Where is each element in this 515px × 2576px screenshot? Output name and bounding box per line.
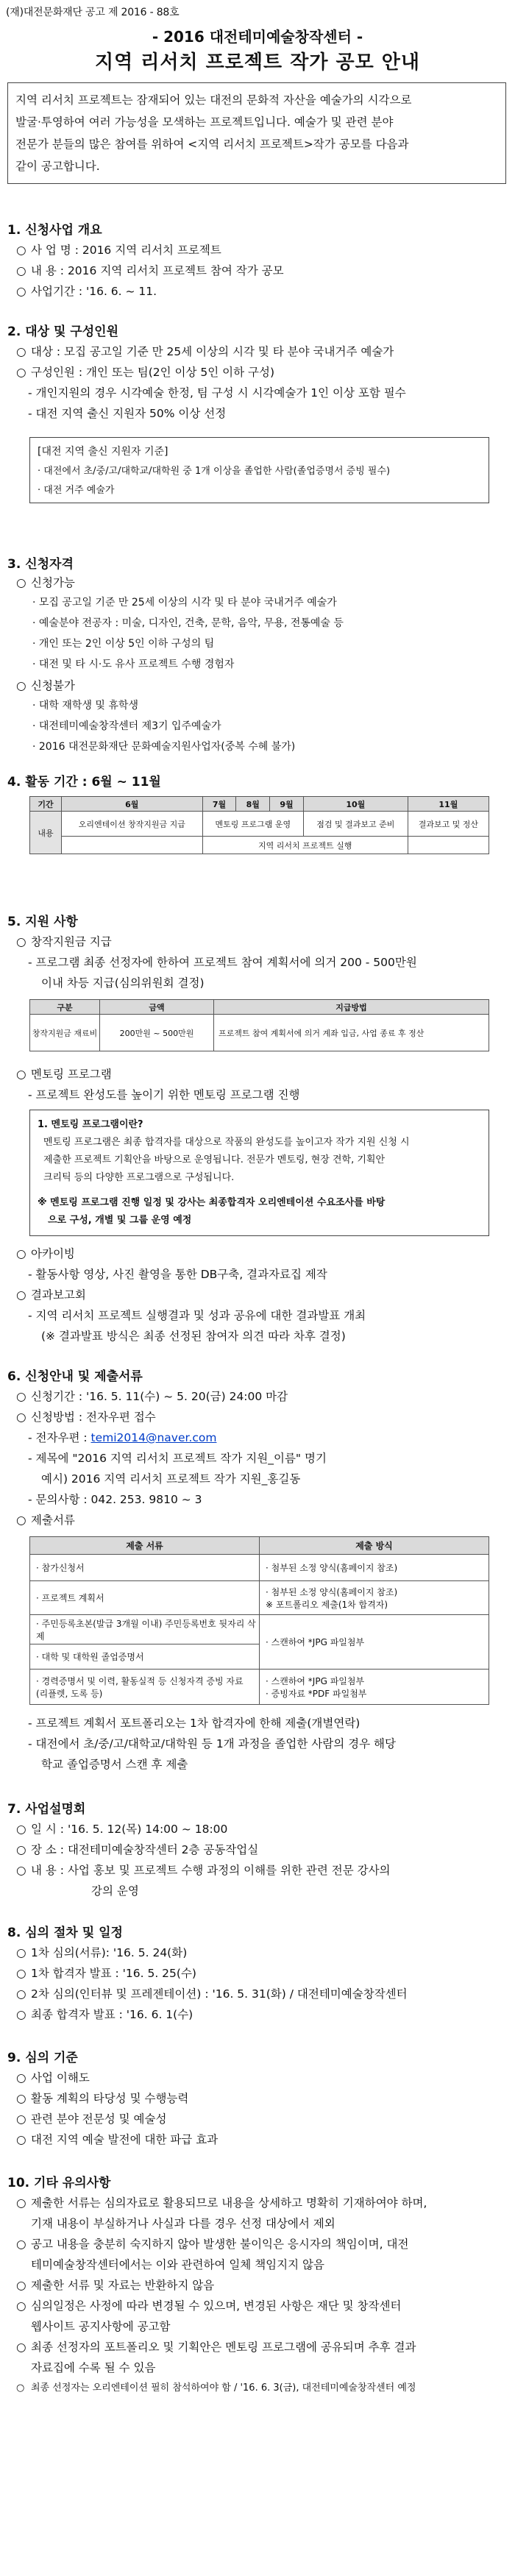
schedule-cell: 오리엔테이션 창작지원금 지급 <box>62 812 203 837</box>
bullet-icon: ○ <box>16 2133 26 2146</box>
s8-text: 1차 심의(서류): '16. 5. 24(화) <box>31 1946 188 1959</box>
funding-cell: 200만원 ~ 500만원 <box>100 1015 214 1051</box>
s7-line <box>16 1820 227 1837</box>
schedule-header: 6월 <box>62 797 203 812</box>
schedule-cell: 지역 리서치 프로젝트 실행 <box>202 837 408 854</box>
s5-line <box>16 1286 86 1302</box>
s3-text: 신청가능 <box>31 576 75 589</box>
bullet-icon: ○ <box>16 2196 26 2210</box>
s10-line: 테미예술창작센터에서는 이와 관련하여 일체 책임지지 않음 <box>31 2258 324 2271</box>
s10-line <box>16 2277 214 2293</box>
bullet-icon: ○ <box>16 1411 26 1424</box>
funding-table <box>29 999 489 1051</box>
s3-line: · 대전 및 타 시·도 유사 프로젝트 수행 경험자 <box>32 659 235 670</box>
s7-line <box>16 1841 258 1857</box>
criteria-line: · 대전에서 초/중/고/대학교/대학원 중 1개 이상을 졸업한 사람(졸업증명서 증빙 필수) <box>38 466 391 477</box>
s9-text: 대전 지역 예술 발전에 대한 파급 효과 <box>31 2133 219 2146</box>
s6-text: 신청기간 : '16. 5. 11(수) ~ 5. 20(금) 24:00 마감 <box>31 1390 288 1403</box>
s3-line: · 대학 재학생 및 휴학생 <box>32 700 138 712</box>
bullet-icon: ○ <box>16 2071 26 2084</box>
schedule-cell: 점검 및 결과보고 준비 <box>303 812 408 837</box>
s10-text: 심의일정은 사정에 따라 변경될 수 있으며, 변경된 사항은 재단 및 창작센터 <box>31 2299 402 2313</box>
s8-text: 최종 합격자 발표 : '16. 6. 1(수) <box>31 2008 193 2021</box>
notice-number: (재)대전문화재단 공고 제 2016 - 88호 <box>6 7 180 18</box>
s3-line: · 모집 공고일 기준 만 25세 이상의 시각 및 타 분야 국내거주 예술가 <box>32 597 337 608</box>
bullet-icon: ○ <box>16 366 26 379</box>
funding-cell: 창작지원금 재료비 <box>30 1015 100 1051</box>
funding-header: 구분 <box>30 1000 100 1015</box>
s5-line: - 지역 리서치 프로젝트 실행결과 및 성과 공유에 대한 결과발표 개최 <box>28 1309 366 1322</box>
schedule-header: 기간 <box>30 797 62 812</box>
s1-text: 내 용 : 2016 지역 리서치 프로젝트 참여 작가 공모 <box>31 264 284 277</box>
s7-text: 일 시 : '16. 5. 12(목) 14:00 ~ 18:00 <box>31 1823 228 1836</box>
s3-line: · 2016 대전문화재단 문화예술지원사업자(중복 수혜 불가) <box>32 741 296 753</box>
bullet-icon: ○ <box>16 1946 26 1959</box>
s10-line: 기재 내용이 부실하거나 사실과 다를 경우 선정 대상에서 제외 <box>31 2217 335 2230</box>
mentoring-box <box>29 1110 489 1236</box>
intro-box <box>7 82 506 184</box>
s6-line: - 제목에 "2016 지역 리서치 프로젝트 작가 지원_이름" 명기 <box>28 1452 327 1465</box>
email-link[interactable]: temi2014@naver.com <box>90 1431 217 1444</box>
s8-text: 2차 심의(인터뷰 및 프레젠테이션) : '16. 5. 31(화) / 대전테미예술창작센터 <box>31 1987 408 2001</box>
bullet-icon: ○ <box>16 1390 26 1403</box>
bullet-icon: ○ <box>16 935 26 948</box>
funding-cell: 프로젝트 참여 계획서에 의거 계좌 입금, 사업 종료 후 정산 <box>214 1015 489 1051</box>
section-9-title: 9. 심의 기준 <box>7 2051 78 2065</box>
intro-line: 같이 공고합니다. <box>15 160 100 173</box>
schedule-table <box>29 796 489 854</box>
documents-header: 제출 방식 <box>260 1537 489 1555</box>
s8-line <box>16 1944 187 1960</box>
s1-line <box>16 241 221 258</box>
bullet-icon: ○ <box>16 576 26 589</box>
s1-text: 사업기간 : '16. 6. ~ 11. <box>31 285 157 298</box>
bullet-icon: ○ <box>16 2299 26 2313</box>
section-4-title: 4. 활동 기간 : 6월 ~ 11월 <box>7 775 161 790</box>
bullet-icon: ○ <box>16 2112 26 2126</box>
s5-line <box>16 1065 112 1082</box>
s7-line: 강의 운영 <box>91 1884 139 1898</box>
s5-line: - 프로젝트 완성도를 높이기 위한 멘토링 프로그램 진행 <box>28 1088 300 1101</box>
mentoring-line: 제출한 프로젝트 기획안을 바탕으로 운영됩니다. 전문가 멘토링, 현장 견학, 기획안 <box>43 1154 386 1165</box>
s8-text: 1차 합격자 발표 : '16. 5. 25(수) <box>31 1967 196 1980</box>
criteria-line: · 대전 거주 예술가 <box>38 485 115 496</box>
s2-line: - 개인지원의 경우 시각예술 한정, 팀 구성 시 시각예술가 1인 이상 포함 필수 <box>28 386 406 400</box>
s5-line: - 활동사항 영상, 사진 촬영을 통한 DB구축, 결과자료집 제작 <box>28 1268 327 1281</box>
intro-line: 발굴·투영하여 여러 가능성을 모색하는 프로젝트입니다. 예술가 및 관련 분야 <box>15 116 394 129</box>
bullet-icon: ○ <box>16 244 26 257</box>
s9-line <box>16 2090 188 2106</box>
intro-line: 지역 리서치 프로젝트는 잠재되어 있는 대전의 문화적 자산을 예술가의 시각으로 <box>15 93 412 107</box>
s6-text: 제출서류 <box>31 1514 75 1527</box>
section-6-title: 6. 신청안내 및 제출서류 <box>7 1369 143 1384</box>
s6-text: - 전자우편 : <box>28 1431 91 1444</box>
bullet-icon: ○ <box>16 1967 26 1980</box>
s10-line <box>16 2235 408 2252</box>
s7-line <box>16 1862 391 1878</box>
s3-line <box>16 574 75 590</box>
bullet-icon: ○ <box>16 1864 26 1877</box>
bullet-icon: ○ <box>16 2238 26 2251</box>
documents-cell: · 주민등록초본(발급 3개월 이내) 주민등록번호 뒷자리 삭제 <box>30 1615 260 1644</box>
documents-cell: · 첨부된 소정 양식(홈페이지 참조) <box>260 1555 489 1581</box>
s6-text: 신청방법 : 전자우편 접수 <box>31 1411 156 1424</box>
schedule-header: 10월 <box>303 797 408 812</box>
bullet-icon: ○ <box>16 2382 25 2394</box>
s10-text: 제출한 서류는 심의자료로 활용되므로 내용을 상세하고 명확히 기재하여야 하며, <box>31 2196 427 2210</box>
documents-cell: · 스캔하여 *JPG 파일첨부 <box>260 1615 489 1670</box>
criteria-box <box>29 437 489 503</box>
s9-line <box>16 2069 90 2085</box>
s10-line: 웹사이트 공지사항에 공고함 <box>31 2320 171 2333</box>
documents-cell-line: ※ 포트폴리오 제출(1차 합격자) <box>266 1599 388 1610</box>
s10-text: 최종 선정자의 포트폴리오 및 기획안은 멘토링 프로그램에 공유되며 추후 결과 <box>31 2341 416 2354</box>
s5-text: 아카이빙 <box>31 1247 75 1260</box>
documents-cell-line: · 첨부된 소정 양식(홈페이지 참조) <box>266 1586 398 1597</box>
bullet-icon: ○ <box>16 285 26 298</box>
s2-text: 대상 : 모집 공고일 기준 만 25세 이상의 시각 및 타 분야 국내거주 예술가 <box>31 345 394 358</box>
section-10-title: 10. 기타 유의사항 <box>7 2176 111 2190</box>
bullet-icon: ○ <box>16 2092 26 2105</box>
schedule-header: 11월 <box>408 797 489 812</box>
bullet-icon: ○ <box>16 345 26 358</box>
section-3-title: 3. 신청자격 <box>7 557 74 572</box>
s10-text: 제출한 서류 및 자료는 반환하지 않음 <box>31 2279 215 2292</box>
s3-line: · 대전테미예술창작센터 제3기 입주예술가 <box>32 720 221 732</box>
bullet-icon: ○ <box>16 264 26 277</box>
s2-line <box>16 363 274 380</box>
bullet-icon: ○ <box>16 2341 26 2354</box>
s5-line: (※ 결과발표 방식은 최종 선정된 참여자 의견 따라 차후 결정) <box>41 1330 346 1343</box>
s2-line: - 대전 지역 출신 지원자 50% 이상 선정 <box>28 407 227 420</box>
s9-text: 사업 이해도 <box>31 2071 90 2084</box>
documents-cell: · 경력증명서 및 이력, 활동실적 등 신청자격 증빙 자료 (리플렛, 도록 등) <box>30 1670 260 1705</box>
section-5-title: 5. 지원 사항 <box>7 915 78 929</box>
s6-line <box>28 1429 216 1445</box>
schedule-cell: 멘토링 프로그램 운영 <box>202 812 303 837</box>
section-2-title: 2. 대상 및 구성인원 <box>7 324 118 339</box>
mentoring-line: 크리틱 등의 다양한 프로그램으로 구성됩니다. <box>43 1172 235 1183</box>
s8-line <box>16 2006 193 2022</box>
funding-header: 금액 <box>100 1000 214 1015</box>
s10-line <box>16 2194 427 2210</box>
bullet-icon: ○ <box>16 1288 26 1302</box>
s2-line <box>16 343 394 359</box>
s6-line: 예시) 2016 지역 리서치 프로젝트 작가 지원_홍길동 <box>41 1472 301 1486</box>
s3-line: · 개인 또는 2인 이상 5인 이하 구성의 팀 <box>32 638 215 650</box>
bullet-icon: ○ <box>16 2008 26 2021</box>
documents-cell <box>260 1670 489 1705</box>
s10-line <box>16 2380 416 2394</box>
bullet-icon: ○ <box>16 1247 26 1260</box>
s2-text: 구성인원 : 개인 또는 팀(2인 이상 5인 이하 구성) <box>31 366 274 379</box>
bullet-icon: ○ <box>16 1068 26 1081</box>
bullet-icon: ○ <box>16 1514 26 1527</box>
documents-header: 제출 서류 <box>30 1537 260 1555</box>
s1-line <box>16 262 284 278</box>
intro-line: 전문가 분들의 많은 참여를 위하여 <지역 리서치 프로젝트>작가 공모를 다음과 <box>15 138 409 151</box>
bullet-icon: ○ <box>16 1823 26 1836</box>
page-subtitle: - 2016 대전테미예술창작센터 - <box>152 28 363 46</box>
bullet-icon: ○ <box>16 2279 26 2292</box>
criteria-title: [대전 지역 출신 지원자 기준] <box>38 446 168 458</box>
s5-text: 결과보고회 <box>31 1288 86 1302</box>
documents-cell-line: · 증빙자료 *PDF 파일첨부 <box>266 1688 367 1699</box>
s6-line: - 문의사항 : 042. 253. 9810 ~ 3 <box>28 1493 202 1506</box>
s5-line: - 프로그램 최종 선정자에 한하여 프로젝트 참여 계획서에 의거 200 - 500만원 <box>28 956 417 969</box>
s6-line: - 대전에서 초/중/고/대학교/대학원 등 1개 과정을 졸업한 사람의 경우 해당 <box>28 1737 396 1750</box>
schedule-header: 8월 <box>236 797 270 812</box>
s3-text: 신청불가 <box>31 679 75 692</box>
schedule-row-label: 내용 <box>30 812 62 854</box>
bullet-icon: ○ <box>16 679 26 692</box>
s1-line <box>16 283 157 299</box>
schedule-header: 7월 <box>202 797 236 812</box>
section-1-title: 1. 신청사업 개요 <box>7 223 102 238</box>
schedule-cell: 결과보고 및 정산 <box>408 812 489 837</box>
mentoring-line: 멘토링 프로그램은 최종 합격자를 대상으로 작품의 완성도를 높이고자 작가 지원 신청 시 <box>43 1137 410 1148</box>
s10-text: 최종 선정자는 오리엔테이션 필히 참석하여야 함 / '16. 6. 3(금), 대전테미예술창작센터 예정 <box>31 2382 416 2394</box>
bullet-icon: ○ <box>16 1843 26 1856</box>
page-title: 지역 리서치 프로젝트 작가 공모 안내 <box>95 52 420 74</box>
s6-line: 학교 졸업증명서 스캔 후 제출 <box>41 1758 188 1771</box>
funding-header: 지급방법 <box>214 1000 489 1015</box>
documents-cell: · 프로젝트 계획서 <box>30 1581 260 1615</box>
mentoring-title: 1. 멘토링 프로그램이란? <box>38 1119 143 1130</box>
documents-cell-line: · 스캔하여 *JPG 파일첨부 <box>266 1675 365 1686</box>
s5-line <box>16 1245 75 1261</box>
s5-text: 멘토링 프로그램 <box>31 1068 112 1081</box>
mentoring-note: 으로 구성, 개별 및 그룹 운영 예정 <box>48 1215 192 1226</box>
s8-line <box>16 1965 196 1981</box>
s10-line <box>16 2297 401 2313</box>
s5-text: 창작지원금 지급 <box>31 935 112 948</box>
documents-cell: · 참가신청서 <box>30 1555 260 1581</box>
s3-line: · 예술분야 전공자 : 미술, 디자인, 건축, 문학, 음악, 무용, 전통예술 등 <box>32 617 344 629</box>
schedule-cell <box>62 837 203 854</box>
s6-line: - 프로젝트 계획서 포트폴리오는 1차 합격자에 한해 제출(개별연락) <box>28 1717 360 1730</box>
schedule-cell <box>408 837 489 854</box>
s6-line <box>16 1388 288 1404</box>
schedule-header: 9월 <box>270 797 304 812</box>
s8-line <box>16 1985 408 2001</box>
documents-cell <box>260 1581 489 1615</box>
s1-text: 사 업 명 : 2016 지역 리서치 프로젝트 <box>31 244 221 257</box>
s6-line <box>16 1408 156 1424</box>
s7-text: 내 용 : 사업 홍보 및 프로젝트 수행 과정의 이해를 위한 관련 전문 강사의 <box>31 1864 391 1877</box>
s10-line <box>16 2338 416 2355</box>
s10-line: 자료집에 수록 될 수 있음 <box>31 2361 156 2374</box>
s9-text: 관련 분야 전문성 및 예술성 <box>31 2112 167 2126</box>
section-7-title: 7. 사업설명회 <box>7 1802 86 1817</box>
s5-line <box>16 933 112 949</box>
section-8-title: 8. 심의 절차 및 일정 <box>7 1926 123 1940</box>
bullet-icon: ○ <box>16 1987 26 2001</box>
s3-line <box>16 677 75 693</box>
s6-line <box>16 1511 75 1527</box>
mentoring-note: ※ 멘토링 프로그램 진행 일정 및 강사는 최종합격자 오리엔테이션 수요조사를 바탕 <box>38 1197 386 1208</box>
documents-cell: · 대학 및 대학원 졸업증명서 <box>30 1644 260 1670</box>
documents-table <box>29 1536 489 1705</box>
s9-line <box>16 2131 218 2147</box>
s7-text: 장 소 : 대전테미예술창작센터 2층 공동작업실 <box>31 1843 259 1856</box>
s10-text: 공고 내용을 충분히 숙지하지 않아 발생한 불이익은 응시자의 책임이며, 대전 <box>31 2238 409 2251</box>
s5-line: 이내 차등 지급(심의위원회 결정) <box>41 976 205 990</box>
s9-text: 활동 계획의 타당성 및 수행능력 <box>31 2092 189 2105</box>
s9-line <box>16 2110 166 2126</box>
